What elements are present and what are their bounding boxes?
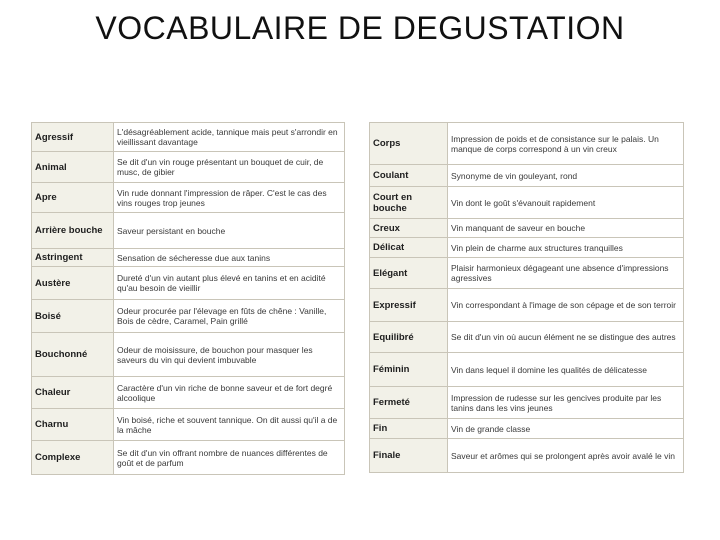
definition-cell: Impression de rudesse sur les gencives produite par les tanins dans les vins jeunes (448, 387, 684, 419)
definition-cell: Sensation de sécheresse due aux tanins (114, 249, 345, 267)
definition-cell: Vin dans lequel il domine les qualités de délicatesse (448, 353, 684, 387)
table-row (32, 333, 345, 377)
definition-cell: Saveur et arômes qui se prolongent après avoir avalé le vin (448, 439, 684, 473)
table-row (370, 165, 684, 187)
table-row (32, 267, 345, 300)
table-row (370, 322, 684, 353)
table-row (32, 249, 345, 267)
term-cell: Boisé (32, 300, 114, 333)
term-cell: Equilibré (370, 322, 448, 353)
term-cell: Fermeté (370, 387, 448, 419)
table-row (370, 353, 684, 387)
definition-cell: Odeur procurée par l'élevage en fûts de chêne : Vanille, Bois de cèdre, Caramel, Pain grillé (114, 300, 345, 333)
term-cell: Complexe (32, 441, 114, 475)
term-cell: Elégant (370, 258, 448, 289)
table-row (370, 258, 684, 289)
term-cell: Creux (370, 219, 448, 238)
term-cell: Corps (370, 123, 448, 165)
term-cell: Coulant (370, 165, 448, 187)
term-cell: Arrière bouche (32, 213, 114, 249)
slide-title: VOCABULAIRE DE DEGUSTATION (95, 10, 625, 46)
table-row (370, 289, 684, 322)
definition-cell: L'désagréablement acide, tannique mais peut s'arrondir en vieillissant davantage (114, 123, 345, 152)
definition-cell: Synonyme de vin gouleyant, rond (448, 165, 684, 187)
definition-cell: Vin de grande classe (448, 419, 684, 439)
definition-cell: Se dit d'un vin rouge présentant un bouquet de cuir, de musc, de gibier (114, 152, 345, 183)
table-row (370, 219, 684, 238)
table-row (370, 187, 684, 219)
vocabulary-table-left (31, 122, 345, 475)
definition-cell: Dureté d'un vin autant plus élevé en tanins et en acidité qu'au besoin de vieillir (114, 267, 345, 300)
definition-cell: Odeur de moisissure, de bouchon pour masquer les saveurs du vin qui devient imbuvable (114, 333, 345, 377)
term-cell: Fin (370, 419, 448, 439)
definition-cell: Vin manquant de saveur en bouche (448, 219, 684, 238)
term-cell: Expressif (370, 289, 448, 322)
term-cell: Charnu (32, 409, 114, 441)
term-cell: Délicat (370, 238, 448, 258)
table-row (32, 409, 345, 441)
definition-cell: Saveur persistant en bouche (114, 213, 345, 249)
table-row (32, 183, 345, 213)
table-row (370, 387, 684, 419)
table-row (370, 439, 684, 473)
definition-cell: Vin dont le goût s'évanouit rapidement (448, 187, 684, 219)
definition-cell: Vin rude donnant l'impression de râper. C'est le cas des vins rouges trop jeunes (114, 183, 345, 213)
table-row (32, 152, 345, 183)
table-row (32, 377, 345, 409)
term-cell: Astringent (32, 249, 114, 267)
table-row (370, 238, 684, 258)
term-cell: Féminin (370, 353, 448, 387)
definition-cell: Vin plein de charme aux structures tranquilles (448, 238, 684, 258)
table-row (370, 419, 684, 439)
table-row (32, 300, 345, 333)
vocabulary-table-right (369, 122, 684, 473)
term-cell: Court en bouche (370, 187, 448, 219)
term-cell: Agressif (32, 123, 114, 152)
term-cell: Chaleur (32, 377, 114, 409)
definition-cell: Vin boisé, riche et souvent tannique. On dit aussi qu'il a de la mâche (114, 409, 345, 441)
term-cell: Finale (370, 439, 448, 473)
term-cell: Bouchonné (32, 333, 114, 377)
term-cell: Austère (32, 267, 114, 300)
term-cell: Apre (32, 183, 114, 213)
definition-cell: Se dit d'un vin où aucun élément ne se distingue des autres (448, 322, 684, 353)
term-cell: Animal (32, 152, 114, 183)
table-row (32, 441, 345, 475)
table-row (32, 213, 345, 249)
definition-cell: Se dit d'un vin offrant nombre de nuances différentes de goût et de parfum (114, 441, 345, 475)
definition-cell: Impression de poids et de consistance sur le palais. Un manque de corps correspond à un vin creux (448, 123, 684, 165)
table-row (32, 123, 345, 152)
definition-cell: Caractère d'un vin riche de bonne saveur et de fort degré alcoolique (114, 377, 345, 409)
definition-cell: Plaisir harmonieux dégageant une absence d'impressions agressives (448, 258, 684, 289)
definition-cell: Vin correspondant à l'image de son cépage et de son terroir (448, 289, 684, 322)
table-row (370, 123, 684, 165)
